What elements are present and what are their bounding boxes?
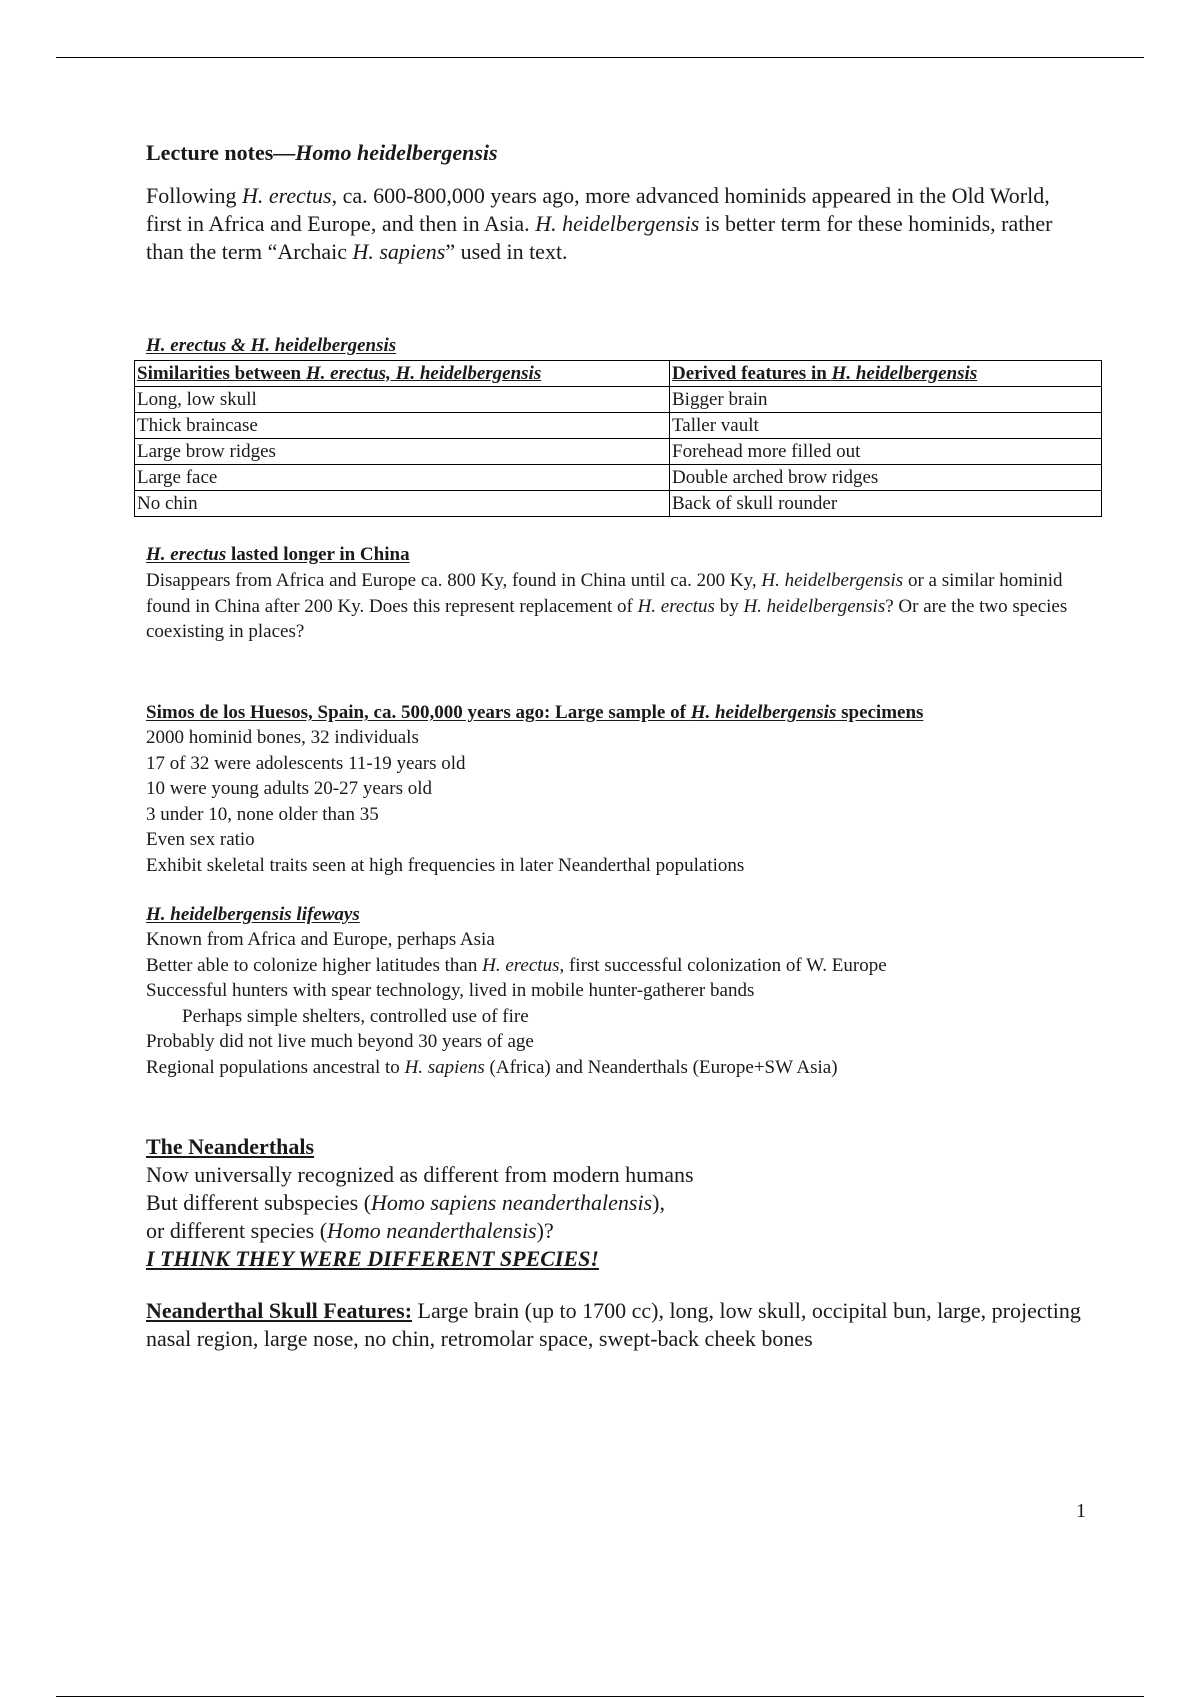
table-heading: H. erectus & H. heidelbergensis	[146, 335, 397, 356]
list-item: Even sex ratio	[146, 829, 255, 850]
derived-cell: Bigger brain	[670, 387, 1102, 413]
china-paragraph: Disappears from Africa and Europe ca. 800 Ky, found in China until ca. 200 Ky, H. heidelbergensis or a similar hominid found in China after 200 Ky. Does this represent replacement of H. erectus by H. heidelbergensis? Or are the two species coexisting in places?	[146, 570, 1068, 642]
simos-list	[146, 725, 744, 878]
table-header-row	[135, 361, 1102, 387]
list-item: Successful hunters with spear technology, lived in mobile hunter-gatherer bands	[146, 980, 755, 1001]
neanderthals-heading: The Neanderthals	[146, 1134, 315, 1159]
lifeways-heading: H. heidelbergensis lifeways	[146, 904, 360, 925]
derived-cell: Double arched brow ridges	[670, 465, 1102, 491]
header-rule	[56, 57, 1144, 58]
similarities-table	[134, 360, 1102, 517]
list-item: 3 under 10, none older than 35	[146, 803, 379, 825]
derived-cell: Taller vault	[670, 413, 1102, 439]
skull-features-paragraph: Neanderthal Skull Features: Large brain (up to 1700 cc), long, low skull, occipital bun, large, projecting nasal region, large nose, no chin, retromolar space, swept-back cheek bones	[146, 1298, 1081, 1351]
list-item: Regional populations ancestral to H. sapiens (Africa) and Neanderthals (Europe+SW Asia)	[146, 1056, 838, 1078]
page-number: 1	[1076, 1500, 1086, 1522]
similarities-column-header: Similarities between H. erectus, H. heidelbergensis	[135, 361, 670, 387]
china-heading: H. erectus lasted longer in China	[146, 544, 410, 565]
list-item: Probably did not live much beyond 30 years of age	[146, 1031, 534, 1052]
neanderthals-text	[146, 1161, 694, 1273]
list-item: 10 were young adults 20-27 years old	[146, 778, 432, 799]
similar-cell: Long, low skull	[135, 387, 670, 413]
derived-cell: Back of skull rounder	[670, 491, 1102, 517]
list-item: or different species (Homo neanderthalensis)?	[146, 1218, 554, 1243]
table-row	[135, 387, 1102, 413]
page-title	[146, 140, 498, 166]
table-row	[135, 465, 1102, 491]
table-row	[135, 439, 1102, 465]
list-item: Perhaps simple shelters, controlled use of fire	[182, 1005, 529, 1027]
title-species: Homo heidelbergensis	[295, 140, 498, 165]
simos-heading: Simos de los Huesos, Spain, ca. 500,000 years ago: Large sample of H. heidelbergensis specimens	[146, 702, 924, 723]
similar-cell: Thick braincase	[135, 413, 670, 439]
skull-features-heading: Neanderthal Skull Features:	[146, 1298, 413, 1323]
derived-column-header: Derived features in H. heidelbergensis	[670, 361, 1102, 387]
similar-cell: Large face	[135, 465, 670, 491]
list-item: But different subspecies (Homo sapiens neanderthalensis),	[146, 1190, 665, 1215]
title-prefix: Lecture notes—	[146, 140, 296, 165]
list-item: Known from Africa and Europe, perhaps Asia	[146, 929, 495, 950]
table-row	[135, 413, 1102, 439]
lifeways-list	[146, 927, 1106, 1080]
table-row	[135, 491, 1102, 517]
list-item: Now universally recognized as different from modern humans	[146, 1162, 694, 1187]
list-item: 17 of 32 were adolescents 11-19 years old	[146, 752, 466, 774]
footer-rule	[56, 1696, 1144, 1697]
list-item: Better able to colonize higher latitudes than H. erectus, first successful colonization of W. Europe	[146, 954, 887, 976]
species-claim: I THINK THEY WERE DIFFERENT SPECIES!	[146, 1246, 599, 1271]
list-item: 2000 hominid bones, 32 individuals	[146, 727, 419, 748]
similar-cell: No chin	[135, 491, 670, 517]
intro-paragraph: Following H. erectus, ca. 600-800,000 years ago, more advanced hominids appeared in the Old World, first in Africa and Europe, and then in Asia. H. heidelbergensis is better term for these hominids, rather than the term “Archaic H. sapiens” used in text.	[146, 183, 1053, 264]
similar-cell: Large brow ridges	[135, 439, 670, 465]
derived-cell: Forehead more filled out	[670, 439, 1102, 465]
list-item: Exhibit skeletal traits seen at high frequencies in later Neanderthal populations	[146, 854, 745, 876]
